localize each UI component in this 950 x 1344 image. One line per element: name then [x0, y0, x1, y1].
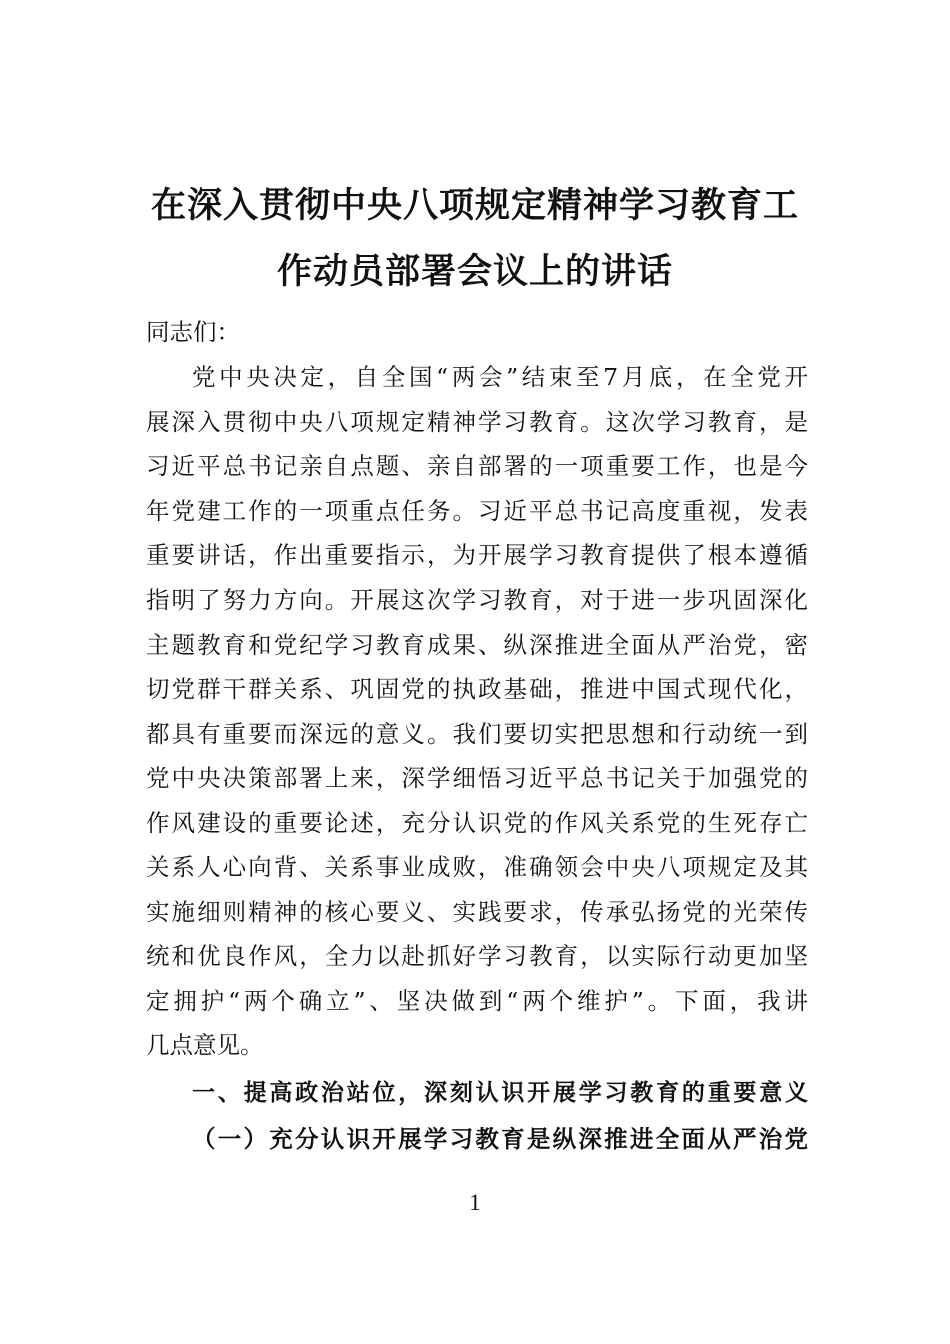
body-line: 切党群干群关系、巩固党的执政基础，推进中国式现代化，: [146, 675, 808, 703]
body-line: 实施细则精神的核心要义、实践要求，传承弘扬党的光荣传: [146, 898, 808, 926]
subsection-heading: （一）充分认识开展学习教育是纵深推进全面从严治党: [192, 1125, 808, 1153]
document-title-line-1: 在深入贯彻中央八项规定精神学习教育工: [150, 185, 799, 226]
body-line: 年党建工作的一项重点任务。习近平总书记高度重视，发表: [146, 497, 808, 525]
body-line: 党中央决策部署上来，深学细悟习近平总书记关于加强党的: [146, 764, 808, 792]
body-line: 主题教育和党纪学习教育成果、纵深推进全面从严治党，密: [146, 631, 808, 659]
body-line: 作风建设的重要论述，充分认识党的作风关系党的生死存亡: [146, 809, 808, 837]
section-heading: 一、提高政治站位，深刻认识开展学习教育的重要意义: [192, 1080, 808, 1106]
salutation: 同志们：: [146, 318, 240, 346]
body-line: 关系人心向背、关系事业成败，准确领会中央八项规定及其: [146, 853, 808, 881]
body-line: 展深入贯彻中央八项规定精神学习教育。这次学习教育，是: [146, 408, 808, 436]
body-line: 都具有重要而深远的意义。我们要切实把思想和行动统一到: [146, 720, 808, 748]
body-line: 统和优良作风，全力以赴抓好学习教育，以实际行动更加坚: [146, 942, 808, 970]
body-line: 党中央决定，自全国“两会”结束至7月底，在全党开: [192, 363, 808, 391]
body-line: 几点意见。: [146, 1031, 264, 1059]
body-line: 定拥护“两个确立”、坚决做到“两个维护”。下面，我讲: [146, 987, 808, 1015]
document-title-line-2: 作动员部署会议上的讲话: [276, 251, 673, 292]
body-line: 重要讲话，作出重要指示，为开展学习教育提供了根本遵循: [146, 541, 808, 569]
body-line: 指明了努力方向。开展这次学习教育，对于进一步巩固深化: [146, 586, 808, 614]
body-line: 习近平总书记亲自点题、亲自部署的一项重要工作，也是今: [146, 452, 808, 480]
page-number: 1: [469, 1190, 481, 1215]
